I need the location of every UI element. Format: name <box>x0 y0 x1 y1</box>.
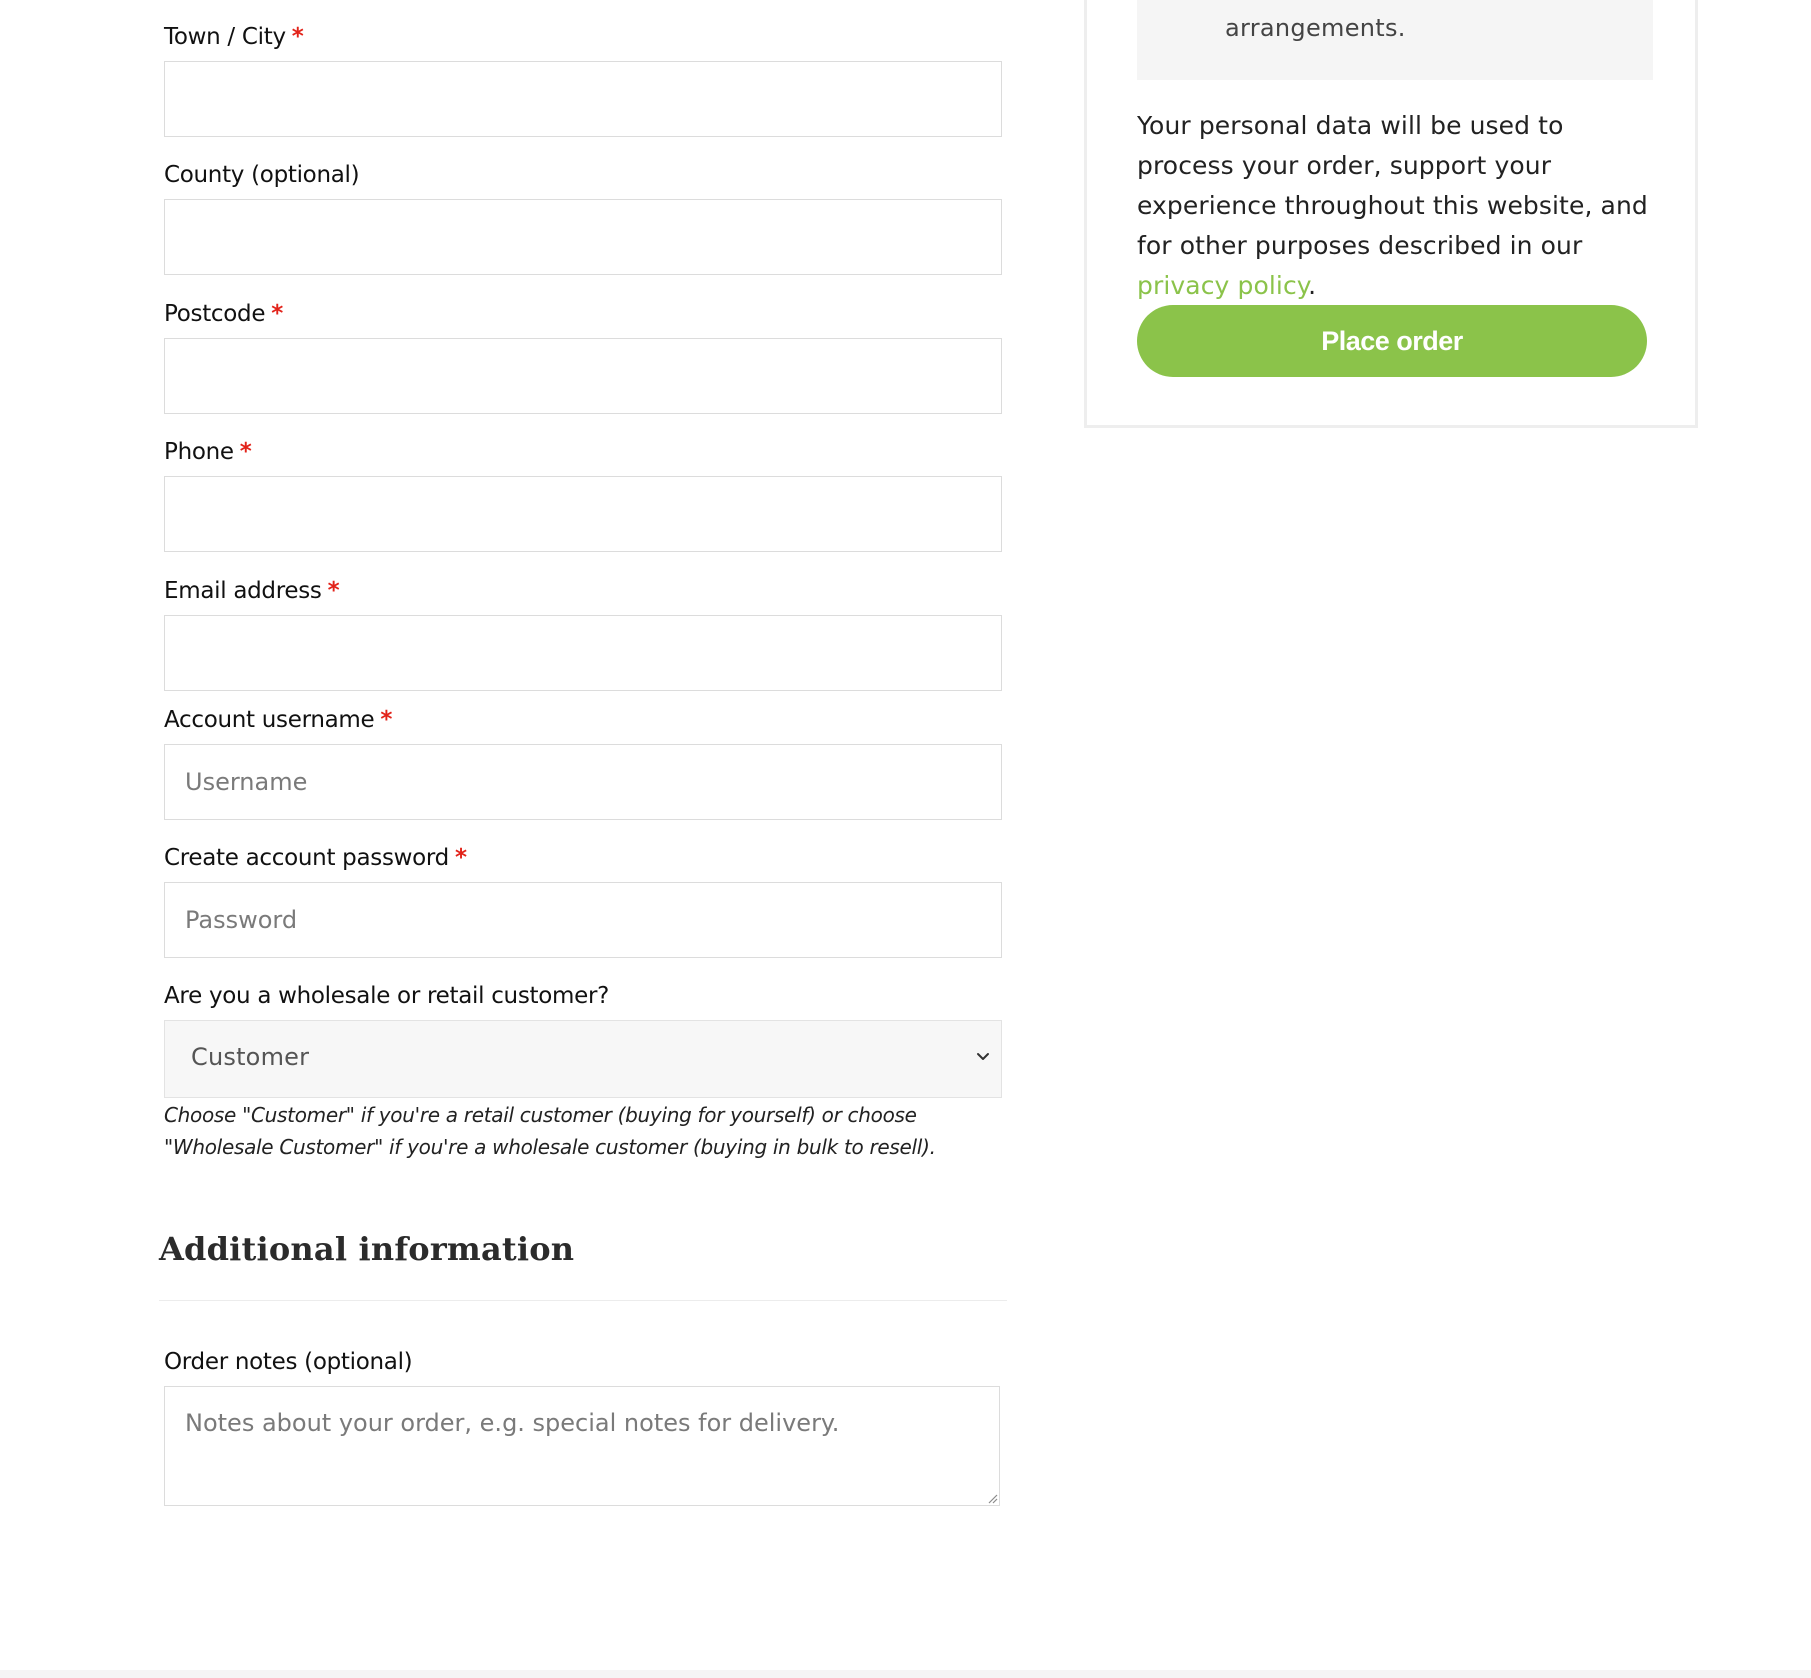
required-asterisk: * <box>327 578 340 604</box>
order-notes-wrapper <box>164 1386 1000 1506</box>
customer-type-help-text: Choose "Customer" if you're a retail customer (buying for yourself) or choose "Wholesale Customer" if you're a wholesale customer (buying in bulk to resell). <box>164 1103 936 1159</box>
field-town-city <box>164 22 1002 52</box>
town-city-input[interactable] <box>164 61 1002 137</box>
email-label: Email address * <box>164 578 340 604</box>
required-asterisk: * <box>291 24 304 50</box>
town-city-label: Town / City * <box>164 24 304 50</box>
required-asterisk: * <box>271 301 283 327</box>
account-username-label: Account username * <box>164 707 393 733</box>
customer-type-select[interactable] <box>164 1020 1002 1098</box>
payment-notice-box <box>1137 0 1653 80</box>
order-notes-textarea[interactable] <box>164 1386 1000 1506</box>
field-phone <box>164 437 1002 467</box>
phone-input[interactable] <box>164 476 1002 552</box>
customer-type-selected-value: Customer <box>191 1043 310 1071</box>
account-password-label: Create account password * <box>164 845 467 871</box>
privacy-notice <box>1137 106 1657 306</box>
field-customer-type <box>164 981 1002 1159</box>
additional-information-heading: Additional information <box>159 1230 575 1268</box>
username-input[interactable] <box>164 744 1002 820</box>
phone-label: Phone * <box>164 439 252 465</box>
field-account-username <box>164 705 1002 735</box>
field-county <box>164 160 1002 190</box>
county-input[interactable] <box>164 199 1002 275</box>
customer-type-label: Are you a wholesale or retail customer? <box>164 983 610 1009</box>
chevron-down-icon <box>973 1047 993 1067</box>
resize-grip-icon[interactable] <box>986 1492 998 1504</box>
field-email <box>164 576 1002 606</box>
section-divider <box>159 1300 1007 1301</box>
field-order-notes <box>164 1347 1002 1377</box>
required-asterisk: * <box>454 845 467 871</box>
county-label: County (optional) <box>164 162 360 188</box>
payment-notice-text: arrangements. <box>1225 14 1406 42</box>
privacy-policy-link[interactable]: privacy policy <box>1137 271 1309 300</box>
postcode-input[interactable] <box>164 338 1002 414</box>
footer-strip <box>0 1670 1811 1678</box>
privacy-notice-suffix: . <box>1308 271 1317 300</box>
place-order-button[interactable]: Place order <box>1137 305 1647 377</box>
required-asterisk: * <box>239 439 252 465</box>
postcode-label: Postcode * <box>164 301 283 327</box>
password-input[interactable] <box>164 882 1002 958</box>
order-notes-label: Order notes (optional) <box>164 1349 413 1375</box>
field-account-password <box>164 843 1002 873</box>
privacy-notice-text: Your personal data will be used to process your order, support your experience throughout this website, and for other purposes described in our <box>1137 111 1648 260</box>
required-asterisk: * <box>380 707 393 733</box>
field-postcode <box>164 299 1002 329</box>
email-input[interactable] <box>164 615 1002 691</box>
